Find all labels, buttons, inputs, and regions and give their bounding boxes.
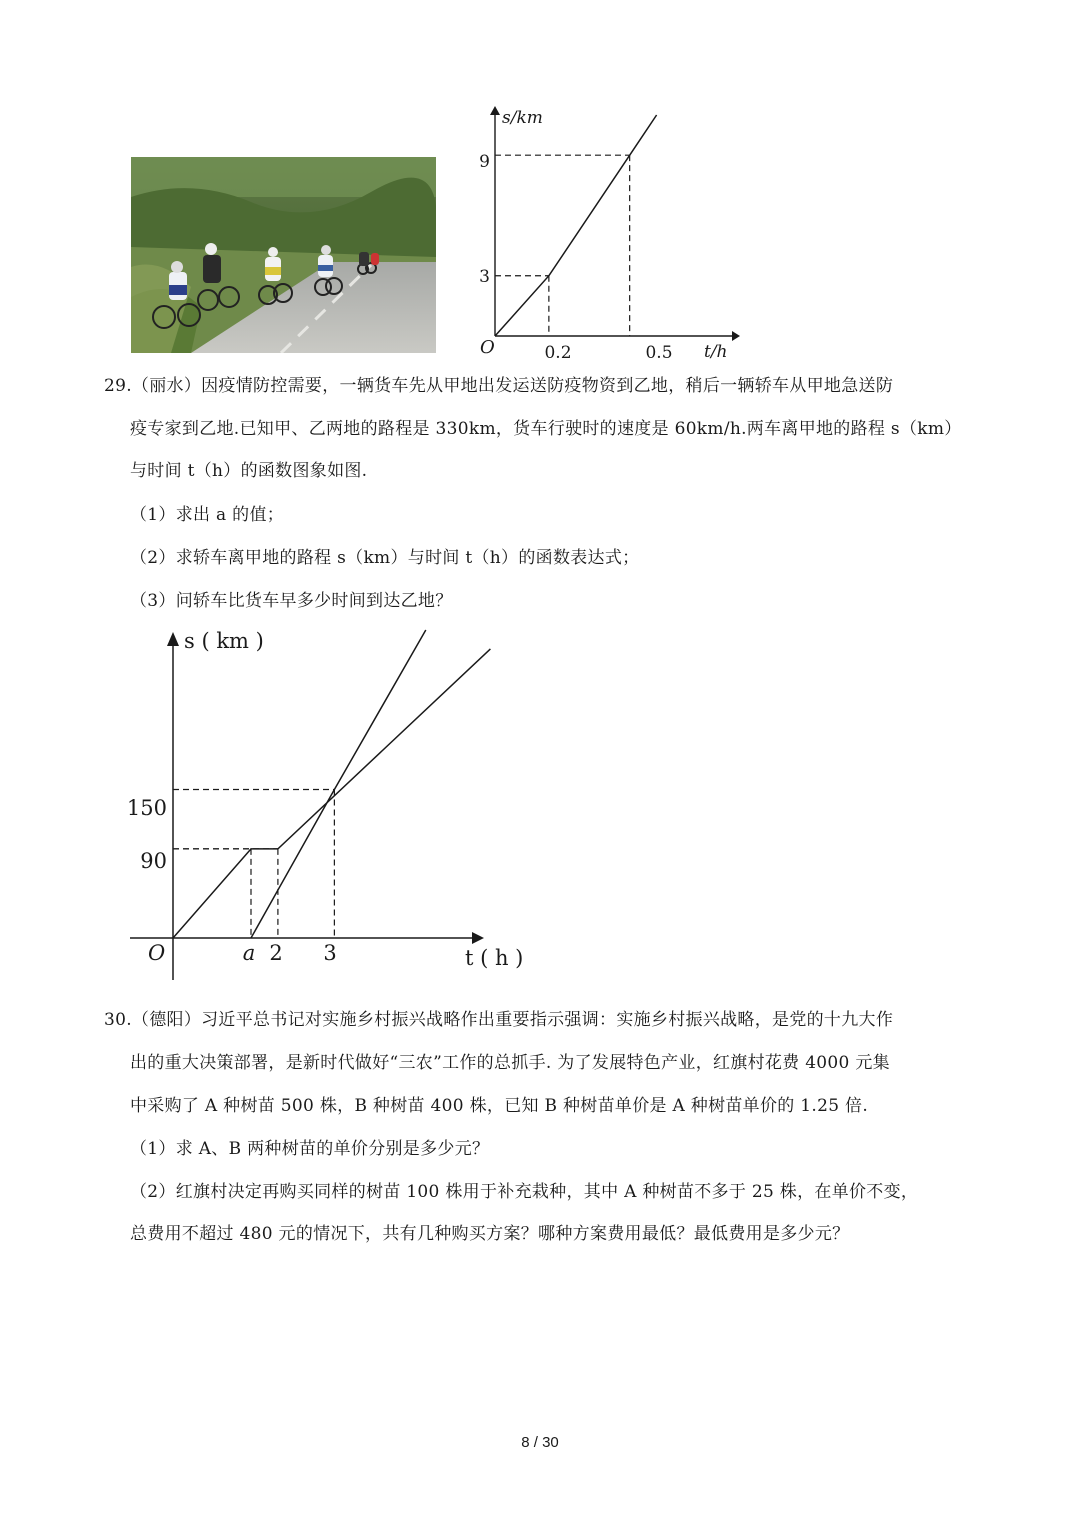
chart-top-x-tick-1: 0.2 [544, 343, 572, 363]
chart-top-series-1-line [495, 115, 657, 336]
q30-part1: （1）求 A、B 两种树苗的单价分别是多少元？ [130, 1139, 490, 1159]
chart-top-y-label: s/km [502, 108, 543, 128]
chart-top-x-arrow [732, 331, 740, 341]
chart-q29-y-arrow [167, 632, 179, 646]
q29-line3: 与时间 t（h）的函数图象如图. [130, 461, 368, 481]
q30-line2: 出的重大决策部署，是新时代做好“三农”工作的总抓手. 为了发展特色产业，红旗村花费 4000 元集 [130, 1053, 890, 1073]
chart-q29-y-tick-150: 150 [126, 796, 167, 820]
q29-line1: 29.（丽水）因疫情防控需要，一辆货车先从甲地出发运送防疫物资到乙地，稍后一辆轿车从甲地急送防 [104, 376, 894, 396]
page-number: 8 / 30 [521, 1434, 559, 1451]
q30-line3: 中采购了 A 种树苗 500 株，B 种树苗 400 株，已知 B 种树苗单价是 A 种树苗单价的 1.25 倍. [130, 1096, 869, 1116]
chart-q29-x-arrow [472, 932, 484, 944]
chart-top-origin: O [480, 337, 495, 358]
chart-top-x-label: t/h [704, 342, 728, 362]
chart-q29-origin: O [148, 941, 166, 965]
chart-top [470, 100, 750, 365]
q29-line2: 疫专家到乙地.已知甲、乙两地的路程是 330km，货车行驶时的速度是 60km/h.两车离甲地的路程 s（km） [130, 419, 962, 439]
chart-q29-x-tick-a: a [242, 941, 256, 965]
q30-line1: 30.（德阳）习近平总书记对实施乡村振兴战略作出重要指示强调：实施乡村振兴战略，是党的十九大作 [104, 1010, 894, 1030]
q30-part2a: （2）红旗村决定再购买同样的树苗 100 株用于补充栽种，其中 A 种树苗不多于 25 株，在单价不变， [130, 1182, 919, 1202]
chart-top-y-arrow [490, 106, 500, 115]
cyclists-photo [131, 157, 436, 353]
q29-part1: （1）求出 a 的值； [130, 505, 285, 525]
chart-top-x-tick-2: 0.5 [645, 343, 673, 363]
chart-q29 [120, 620, 540, 980]
q29-part3: （3）问轿车比货车早多少时间到达乙地？ [130, 591, 453, 611]
chart-q29-x-tick-3: 3 [323, 941, 337, 965]
chart-q29-x-tick-2: 2 [269, 941, 283, 965]
chart-q29-y-tick-90: 90 [140, 849, 167, 873]
chart-top-y-tick-2: 9 [479, 152, 490, 172]
chart-q29-x-label: t ( h ) [465, 946, 524, 970]
cyclists-photo-art [131, 157, 436, 353]
chart-q29-series-2-line [251, 630, 426, 938]
q29-part2: （2）求轿车离甲地的路程 s（km）与时间 t（h）的函数表达式； [130, 548, 640, 568]
q30-part2b: 总费用不超过 480 元的情况下，共有几种购买方案？哪种方案费用最低？最低费用是多少元？ [130, 1224, 850, 1244]
chart-q29-y-label: s ( km ) [184, 629, 264, 653]
chart-top-y-tick-1: 3 [479, 267, 490, 287]
